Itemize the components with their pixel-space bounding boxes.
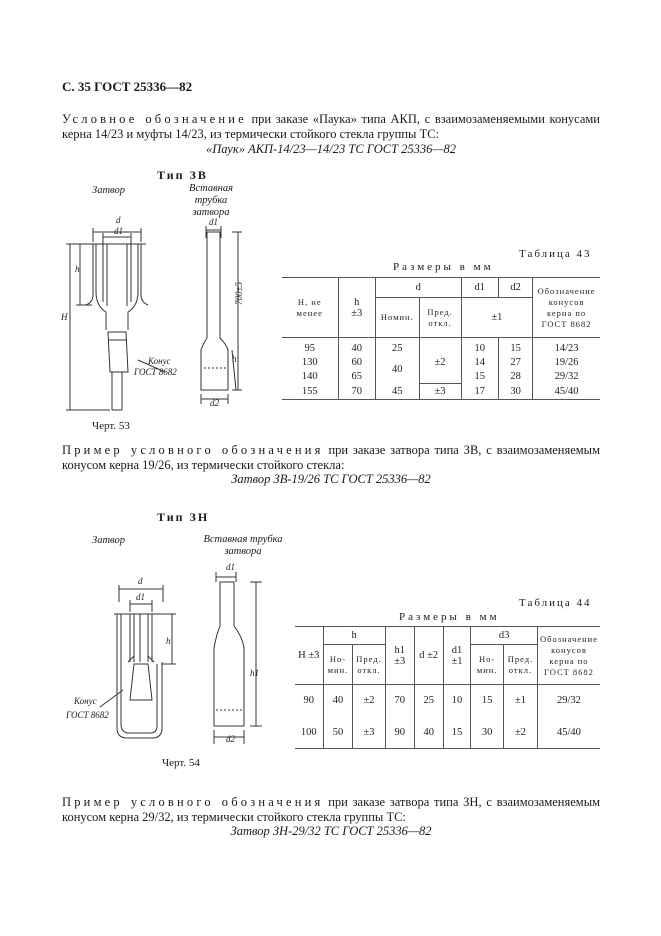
t44-col-h-nom: Но- мин. bbox=[323, 645, 353, 685]
example-designation-1: «Паук» АКП-14/23—14/23 ТС ГОСТ 25336—82 bbox=[205, 142, 457, 156]
fig54-label-tube: Вставная трубка затвора bbox=[203, 534, 283, 557]
t44-col-h1: h1 ±3 bbox=[385, 627, 414, 685]
t43-col-H: H, не менее bbox=[282, 278, 338, 338]
example3-paragraph bbox=[62, 795, 600, 825]
table43-subtitle: Размеры в мм bbox=[393, 261, 494, 273]
fig53-label-zatvor: Затвор bbox=[92, 185, 125, 196]
dim-h-tube-fig53: h bbox=[232, 354, 237, 364]
t44-col-d3-dev: Пред. откл. bbox=[504, 645, 538, 685]
table43-title: Таблица 43 bbox=[519, 248, 592, 260]
t43-col-h: h ±3 bbox=[338, 278, 376, 338]
example3-lead: Пример условного обозначения bbox=[62, 795, 324, 809]
type-zn-title: Тип ЗН bbox=[157, 510, 210, 524]
dim-H-fig53: H bbox=[61, 312, 68, 322]
example3-text: при заказе затвора типа ЗН, с взаимозаменяемым конусом керна 29/32, из термически стойкого стекла группы ТС: bbox=[62, 795, 601, 824]
t43-col-d1: d1 bbox=[461, 278, 498, 298]
table44-title: Таблица 44 bbox=[519, 597, 592, 609]
dim-d2-fig53: d2 bbox=[210, 398, 219, 408]
t43-row: 140 65 15 28 29/32 bbox=[282, 370, 600, 384]
t43-col-d: d bbox=[376, 278, 462, 298]
t43-row: 155 70 45 ±3 17 30 45/40 bbox=[282, 384, 600, 400]
t43-col-cone: Обозначение конусов керна по ГОСТ 8682 bbox=[533, 278, 600, 338]
konus-label-fig54: Конус bbox=[74, 696, 97, 706]
dim-d2-fig54: d2 bbox=[226, 734, 235, 744]
t44-col-h: h bbox=[323, 627, 385, 645]
t44-col-d3-nom: Но- мин. bbox=[471, 645, 504, 685]
example2-text: при заказе затвора типа ЗВ, с взаимозаменяемым конусом керна 19/26, из термически стойкого стекла: bbox=[62, 443, 600, 472]
fig53-label-tube: Вставная трубка затвора bbox=[189, 183, 233, 218]
fig54-label-zatvor: Затвор bbox=[92, 535, 125, 546]
dim-h1-fig54: h1 bbox=[250, 668, 259, 678]
dim-d-fig53: d bbox=[116, 215, 121, 225]
dim-d1-fig53: d1 bbox=[114, 226, 123, 236]
t43-row: 95 40 25 ±2 10 15 14/23 bbox=[282, 342, 600, 356]
t44-row: 100 50 ±3 90 40 15 30 ±2 45/40 bbox=[295, 717, 600, 749]
dim-d1-tube-fig54: d1 bbox=[226, 562, 235, 572]
t43-row: 130 60 40 14 27 19/26 bbox=[282, 356, 600, 370]
table44-subtitle: Размеры в мм bbox=[399, 611, 500, 623]
dim-h-fig54: h bbox=[166, 636, 171, 646]
konus-label-fig53: Конус bbox=[148, 356, 171, 366]
t44-col-H: H ±3 bbox=[295, 627, 323, 685]
fig53-caption: Черт. 53 bbox=[92, 420, 130, 432]
dim-d1-tube-fig53: d1 bbox=[209, 217, 218, 227]
t43-col-d-nom: Номин. bbox=[376, 298, 420, 338]
t43-col-d2: d2 bbox=[498, 278, 532, 298]
dim-700-fig53: 700±5 bbox=[234, 282, 244, 305]
t44-col-d1: d1 ±1 bbox=[443, 627, 470, 685]
page-header: С. 35 ГОСТ 25336—82 bbox=[62, 79, 193, 94]
t44-col-h-dev: Пред. откл. bbox=[353, 645, 385, 685]
t44-row: 90 40 ±2 70 25 10 15 ±1 29/32 bbox=[295, 685, 600, 717]
t44-col-d3: d3 bbox=[471, 627, 538, 645]
t44-col-d: d ±2 bbox=[414, 627, 443, 685]
t43-col-d12-tol: ±1 bbox=[461, 298, 533, 338]
gost-label-fig54: ГОСТ 8682 bbox=[66, 710, 109, 720]
example-designation-3: Затвор ЗН-29/32 ТС ГОСТ 25336—82 bbox=[230, 824, 432, 838]
t44-col-cone: Обозначение конусов керна по ГОСТ 8682 bbox=[537, 627, 600, 685]
intro-lead: Условное обозначение bbox=[62, 112, 247, 126]
intro-text: при заказе «Паука» типа АКП, с взаимозаменяемыми конусами керна 14/23 и муфты 14/23, из термически стойкого стекла группы ТС: bbox=[62, 112, 600, 141]
fig54-caption: Черт. 54 bbox=[162, 757, 200, 769]
example-designation-2: Затвор ЗВ-19/26 ТС ГОСТ 25336—82 bbox=[231, 472, 431, 486]
example2-lead: Пример условного обозначения bbox=[62, 443, 324, 457]
dim-d-fig54: d bbox=[138, 576, 143, 586]
type-zv-title: Тип ЗВ bbox=[157, 168, 208, 182]
t43-col-d-dev: Пред. откл. bbox=[419, 298, 461, 338]
table-44 bbox=[295, 626, 600, 749]
gost-label-fig53: ГОСТ 8682 bbox=[134, 367, 177, 377]
dim-d1-fig54: d1 bbox=[136, 592, 145, 602]
dim-h-fig53: h bbox=[75, 264, 80, 274]
